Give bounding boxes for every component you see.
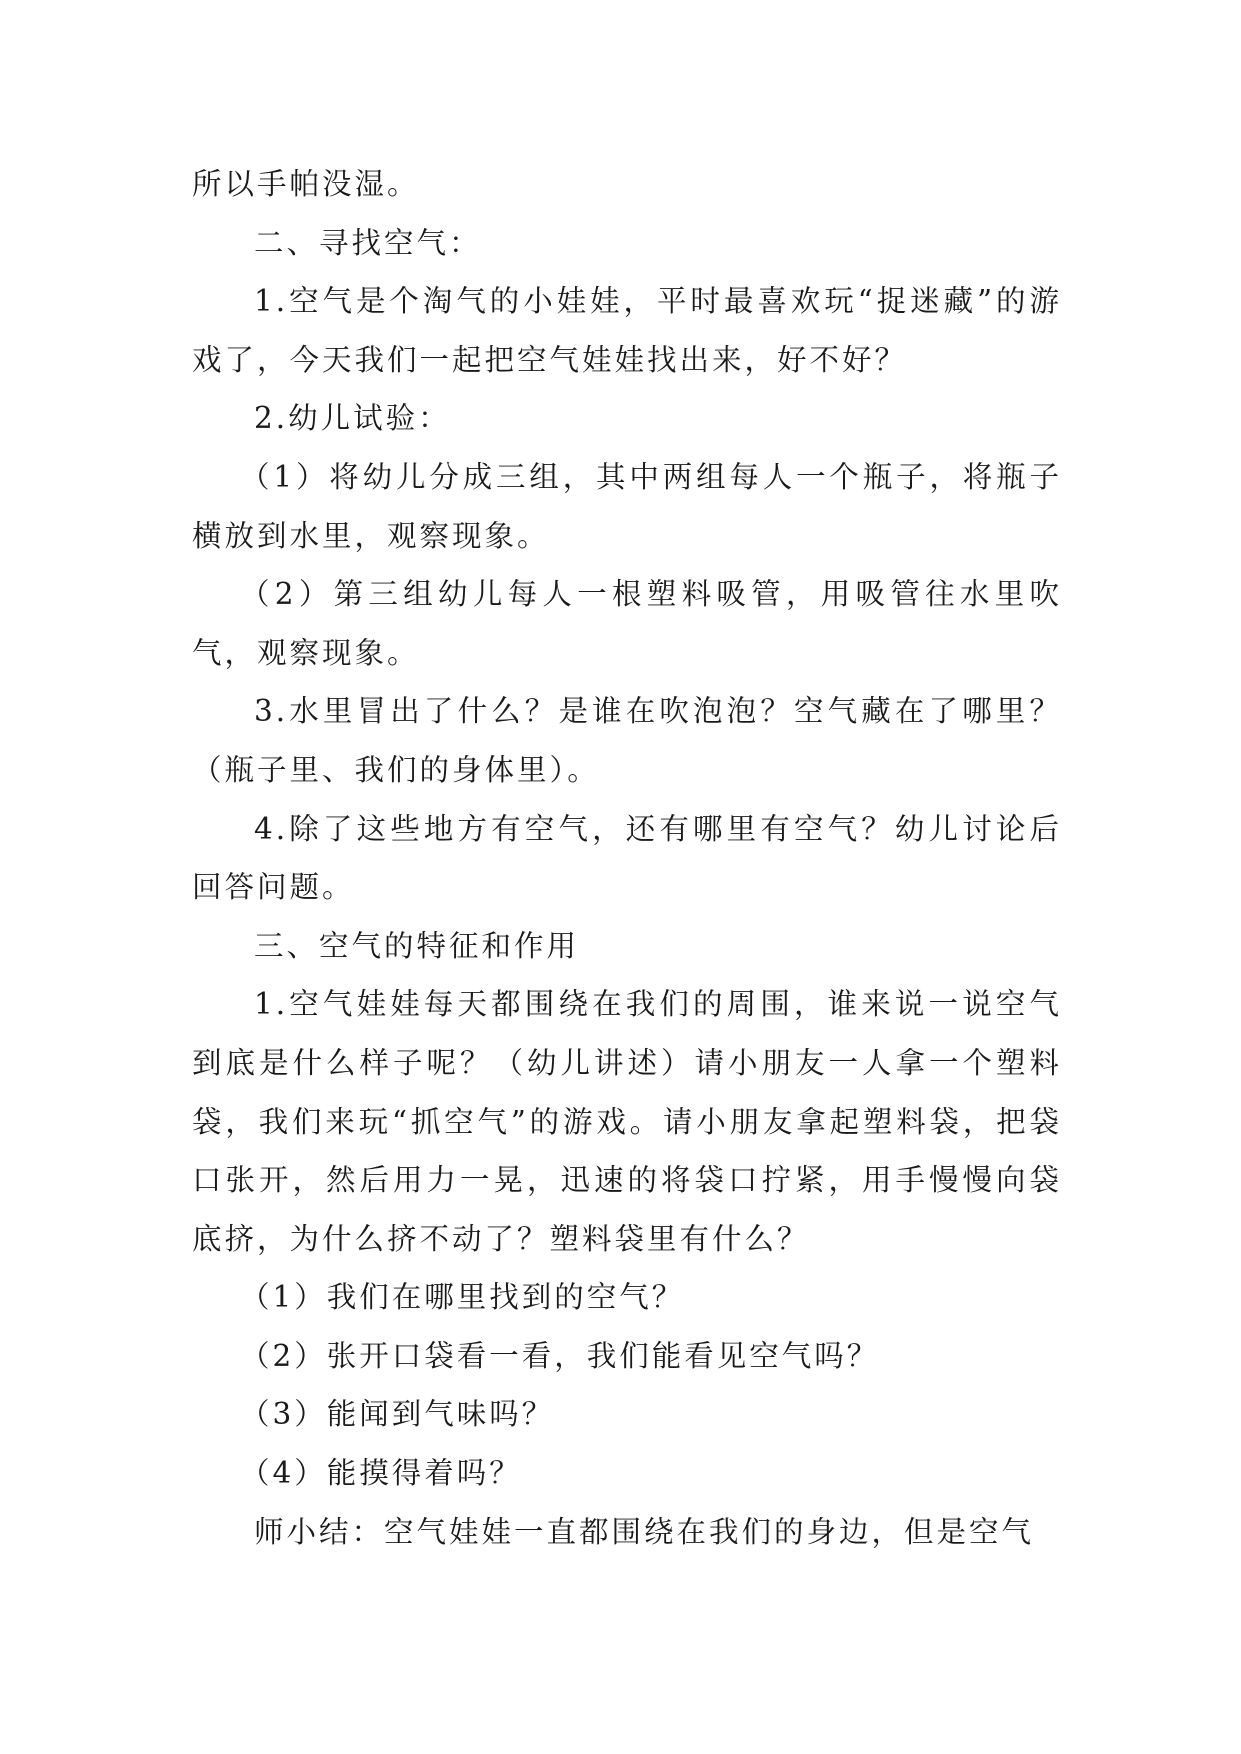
question-4: （4）能摸得着吗？ [240,1456,522,1491]
question-2: （2）张开口袋看一看，我们能看见空气吗？ [240,1338,880,1373]
paragraph-step-1: 1.空气是个淘气的小娃娃，平时最喜欢玩“捉迷藏”的游戏了，今天我们一起把空气娃娃找出来，好不好？ [192,284,1062,377]
paragraph-substep-2: （2）第三组幼儿每人一根塑料吸管，用吸管往水里吹气，观察现象。 [192,577,1062,670]
paragraph-handkerchief-conclusion: 所以手帕没湿。 [192,167,420,201]
paragraph-step-4: 4.除了这些地方有空气，还有哪里有空气？幼儿讨论后回答问题。 [192,811,1062,905]
question-1: （1）我们在哪里找到的空气？ [240,1280,685,1315]
section-heading-find-air: 二、寻找空气： [254,225,482,260]
paragraph-step-2-heading: 2.幼儿试验： [254,401,451,436]
teacher-summary: 师小结：空气娃娃一直都围绕在我们的身边，但是空气 [254,1514,1035,1549]
question-3: （3）能闻到气味吗？ [240,1397,555,1432]
document-body [192,155,1062,1561]
paragraph-substep-1: （1）将幼儿分成三组，其中两组每人一个瓶子，将瓶子横放到水里，观察现象。 [192,459,1062,553]
section-heading-air-features: 三、空气的特征和作用 [254,928,580,963]
paragraph-features-step-1: 1.空气娃娃每天都围绕在我们的周围，谁来说一说空气到底是什么样子呢？（幼儿讲述）请小朋友一人拿一个塑料袋，我们来玩“抓空气”的游戏。请小朋友拿起塑料袋，把袋口张开，然后用力一晃，迅速的将袋口拧紧，用手慢慢向袋底挤，为什么挤不动了？塑料袋里有什么？ [192,987,1062,1256]
paragraph-step-3: 3.水里冒出了什么？是谁在吹泡泡？空气藏在了哪里？（瓶子里、我们的身体里）。 [192,694,1062,787]
